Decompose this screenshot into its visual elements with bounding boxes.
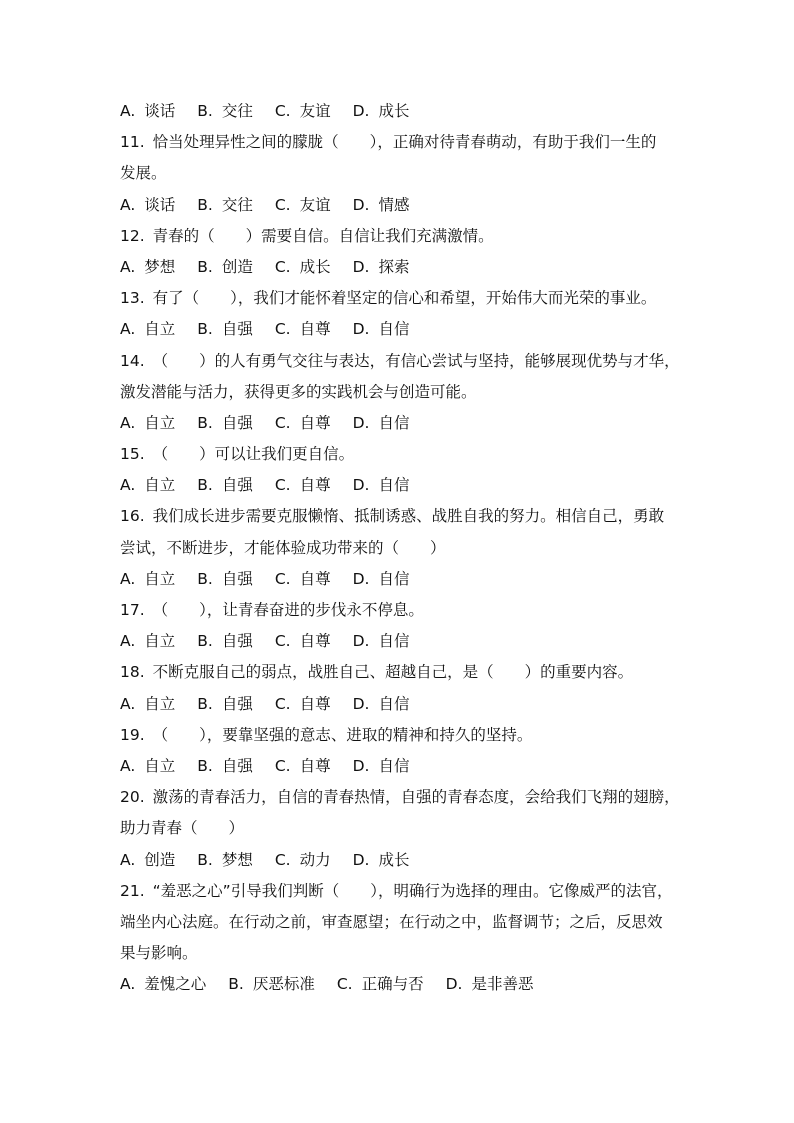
option-text: 自尊 — [299, 569, 331, 588]
option-key: C. — [274, 756, 291, 775]
option-text: 正确与否 — [361, 975, 424, 994]
options-row — [120, 626, 690, 657]
question-number: 17. — [120, 601, 145, 619]
question-continuation: 发展。 — [120, 164, 167, 183]
option — [353, 470, 410, 501]
option-text: 自强 — [221, 632, 253, 651]
option-text: 自强 — [221, 476, 253, 495]
question-line — [120, 657, 690, 688]
option — [197, 408, 253, 439]
question-text: 激荡的青春活力，自信的青春热情，自强的青春态度，会给我们飞翔的翅膀， — [152, 788, 680, 807]
option-text: 是非善恶 — [471, 975, 534, 994]
option-text: 自信 — [378, 413, 410, 432]
option — [120, 564, 175, 595]
option-text: 自立 — [144, 476, 176, 495]
option — [197, 626, 253, 657]
option-key: B. — [197, 476, 213, 495]
option-text: 羞愧之心 — [144, 975, 207, 994]
option-text: 自尊 — [299, 694, 331, 713]
question-continuation: 激发潜能与活力，获得更多的实践机会与创造可能。 — [120, 382, 477, 401]
option — [197, 470, 253, 501]
option-text: 交往 — [221, 102, 253, 120]
option-key: D. — [352, 694, 370, 713]
option-text: 自尊 — [299, 476, 331, 495]
option-key: D. — [352, 257, 370, 276]
question-number: 12. — [120, 226, 145, 245]
options-row — [120, 190, 690, 221]
option-text: 创造 — [221, 257, 253, 276]
option-text: 谈话 — [144, 102, 176, 120]
option-text: 厌恶标准 — [252, 975, 315, 994]
option-key: B. — [197, 694, 213, 713]
option-text: 自强 — [221, 569, 253, 588]
option — [353, 96, 410, 127]
question-line — [120, 439, 690, 470]
option — [120, 470, 175, 501]
option-key: B. — [197, 756, 213, 775]
option-key: A. — [120, 476, 136, 495]
option-text: 自尊 — [299, 413, 331, 432]
option-text: 自强 — [221, 694, 253, 713]
option — [197, 96, 253, 127]
option-text: 自强 — [221, 320, 253, 339]
question-number: 13. — [120, 289, 145, 308]
option — [228, 969, 315, 1000]
option — [353, 564, 410, 595]
option — [120, 252, 175, 283]
option — [120, 626, 175, 657]
options-row — [120, 751, 690, 782]
option-text: 成长 — [299, 257, 331, 276]
question-text: 不断克服自己的弱点，战胜自己、超越自己，是（ ）的重要内容。 — [152, 663, 634, 682]
option — [275, 751, 331, 782]
option — [275, 96, 331, 127]
option-key: D. — [352, 850, 370, 869]
question-line — [120, 127, 690, 158]
question-text: 我们成长进步需要克服懒惰、抵制诱惑、战胜自我的努力。相信自己，勇敢 — [152, 507, 665, 526]
question-text: 恰当处理异性之间的朦胧（ ），正确对待青春萌动，有助于我们一生的 — [152, 133, 657, 152]
question-number: 11. — [120, 133, 145, 152]
option-key: D. — [352, 102, 370, 120]
option-text: 梦想 — [221, 850, 253, 869]
option-text: 自信 — [378, 632, 410, 651]
question-line — [120, 782, 690, 813]
option — [353, 190, 410, 221]
option-text: 自信 — [378, 569, 410, 588]
option — [337, 969, 424, 1000]
option-key: D. — [352, 476, 370, 495]
option-key: A. — [120, 975, 136, 994]
option-text: 友谊 — [299, 102, 331, 120]
option-key: A. — [120, 413, 136, 432]
question-line — [120, 346, 690, 377]
option-text: 自尊 — [299, 320, 331, 339]
option-key: C. — [274, 632, 291, 651]
options-row — [120, 689, 690, 720]
option — [275, 408, 331, 439]
option-text: 自尊 — [299, 756, 331, 775]
option — [120, 96, 175, 127]
option-text: 探索 — [378, 257, 410, 276]
question-number: 19. — [120, 725, 145, 744]
option-key: C. — [274, 694, 291, 713]
option — [197, 751, 253, 782]
options-row — [120, 845, 690, 876]
question-number: 15. — [120, 445, 145, 464]
options-row — [120, 408, 690, 439]
option — [353, 252, 410, 283]
option-key: D. — [352, 413, 370, 432]
option-key: A. — [120, 756, 136, 775]
option — [197, 190, 253, 221]
option-text: 动力 — [299, 850, 331, 869]
question-line — [120, 283, 690, 314]
question-number: 21. — [120, 881, 145, 900]
option — [446, 969, 534, 1000]
option — [120, 689, 175, 720]
question-number: 20. — [120, 788, 145, 807]
option-text: 交往 — [221, 195, 253, 214]
option-text: 自信 — [378, 694, 410, 713]
option — [353, 845, 410, 876]
option — [275, 845, 331, 876]
question-number: 18. — [120, 663, 145, 682]
question-continuation: 尝试，不断进步，才能体验成功带来的（ ） — [120, 538, 446, 557]
option-key: C. — [274, 569, 291, 588]
options-row — [120, 564, 690, 595]
question-continuation: 端坐内心法庭。在行动之前，审查愿望；在行动之中，监督调节；之后，反思效 — [120, 912, 663, 931]
question-text: （ ）的人有勇气交往与表达，有信心尝试与坚持，能够展现优势与才华， — [152, 351, 680, 370]
option-key: B. — [228, 975, 244, 994]
option — [197, 689, 253, 720]
option — [120, 845, 175, 876]
option-text: 自立 — [144, 413, 176, 432]
option-key: C. — [274, 102, 291, 120]
option-text: 自立 — [144, 756, 176, 775]
option-key: D. — [352, 320, 370, 339]
option-key: D. — [445, 975, 463, 994]
option-key: A. — [120, 195, 136, 214]
option — [353, 408, 410, 439]
option — [275, 470, 331, 501]
option-key: C. — [274, 413, 291, 432]
option-text: 自立 — [144, 694, 176, 713]
option — [197, 314, 253, 345]
option-text: 自立 — [144, 632, 176, 651]
option-text: 自立 — [144, 320, 176, 339]
options-row — [120, 314, 690, 345]
option-text: 梦想 — [144, 257, 176, 276]
option-text: 友谊 — [299, 195, 331, 214]
option — [120, 969, 206, 1000]
option-key: B. — [197, 320, 213, 339]
option — [353, 626, 410, 657]
option-key: A. — [120, 257, 136, 276]
options-row — [120, 252, 690, 283]
option-key: A. — [120, 850, 136, 869]
option-key: C. — [336, 975, 353, 994]
option-key: D. — [352, 632, 370, 651]
option-key: B. — [197, 632, 213, 651]
question-line — [120, 876, 690, 907]
option — [120, 751, 175, 782]
question-list — [120, 96, 690, 1000]
option — [353, 689, 410, 720]
option-key: B. — [197, 850, 213, 869]
option-key: A. — [120, 569, 136, 588]
option-key: A. — [120, 102, 136, 120]
question-line — [120, 595, 690, 626]
option-text: 自尊 — [299, 632, 331, 651]
question-text: 青春的（ ）需要自信。自信让我们充满激情。 — [152, 226, 494, 245]
option-key: D. — [352, 195, 370, 214]
option-text: 自信 — [378, 476, 410, 495]
options-row — [120, 96, 690, 127]
option — [275, 689, 331, 720]
option-text: 成长 — [378, 102, 410, 120]
option-text: 自强 — [221, 413, 253, 432]
question-number: 16. — [120, 507, 145, 526]
options-row — [120, 969, 690, 1000]
option — [275, 626, 331, 657]
option-text: 成长 — [378, 850, 410, 869]
option-key: D. — [352, 569, 370, 588]
option — [275, 564, 331, 595]
option — [197, 252, 253, 283]
option-key: C. — [274, 257, 291, 276]
option-key: B. — [197, 257, 213, 276]
question-text: （ ）可以让我们更自信。 — [152, 445, 355, 464]
option-text: 自信 — [378, 756, 410, 775]
option — [120, 314, 175, 345]
option-text: 自立 — [144, 569, 176, 588]
option-key: A. — [120, 320, 136, 339]
option-text: 自强 — [221, 756, 253, 775]
option-key: C. — [274, 320, 291, 339]
option-key: B. — [197, 569, 213, 588]
question-continuation: 助力青春（ ） — [120, 819, 245, 838]
option-key: A. — [120, 632, 136, 651]
question-text: （ ），让青春奋进的步伐永不停息。 — [152, 601, 424, 619]
option-text: 谈话 — [144, 195, 176, 214]
option — [120, 408, 175, 439]
option-key: C. — [274, 476, 291, 495]
question-text: （ ），要靠坚强的意志、进取的精神和持久的坚持。 — [152, 725, 533, 744]
option — [353, 751, 410, 782]
option — [197, 845, 253, 876]
option-key: B. — [197, 195, 213, 214]
question-number: 14. — [120, 351, 145, 370]
option-key: C. — [274, 195, 291, 214]
option-text: 情感 — [378, 195, 410, 214]
question-text: “羞恶之心”引导我们判断（ ），明确行为选择的理由。它像威严的法官， — [152, 881, 673, 900]
question-text: 有了（ ），我们才能怀着坚定的信心和希望，开始伟大而光荣的事业。 — [152, 289, 657, 308]
option — [275, 252, 331, 283]
option — [275, 314, 331, 345]
option-text: 自信 — [378, 320, 410, 339]
question-continuation: 果与影响。 — [120, 944, 198, 963]
option — [353, 314, 410, 345]
option-text: 创造 — [144, 850, 176, 869]
option-key: B. — [197, 413, 213, 432]
question-line — [120, 221, 690, 252]
option — [120, 190, 175, 221]
option-key: D. — [352, 756, 370, 775]
question-line — [120, 720, 690, 751]
option — [197, 564, 253, 595]
option-key: C. — [274, 850, 291, 869]
options-row — [120, 470, 690, 501]
option — [275, 190, 331, 221]
option-key: B. — [197, 102, 213, 120]
option-key: A. — [120, 694, 136, 713]
question-line — [120, 501, 690, 532]
